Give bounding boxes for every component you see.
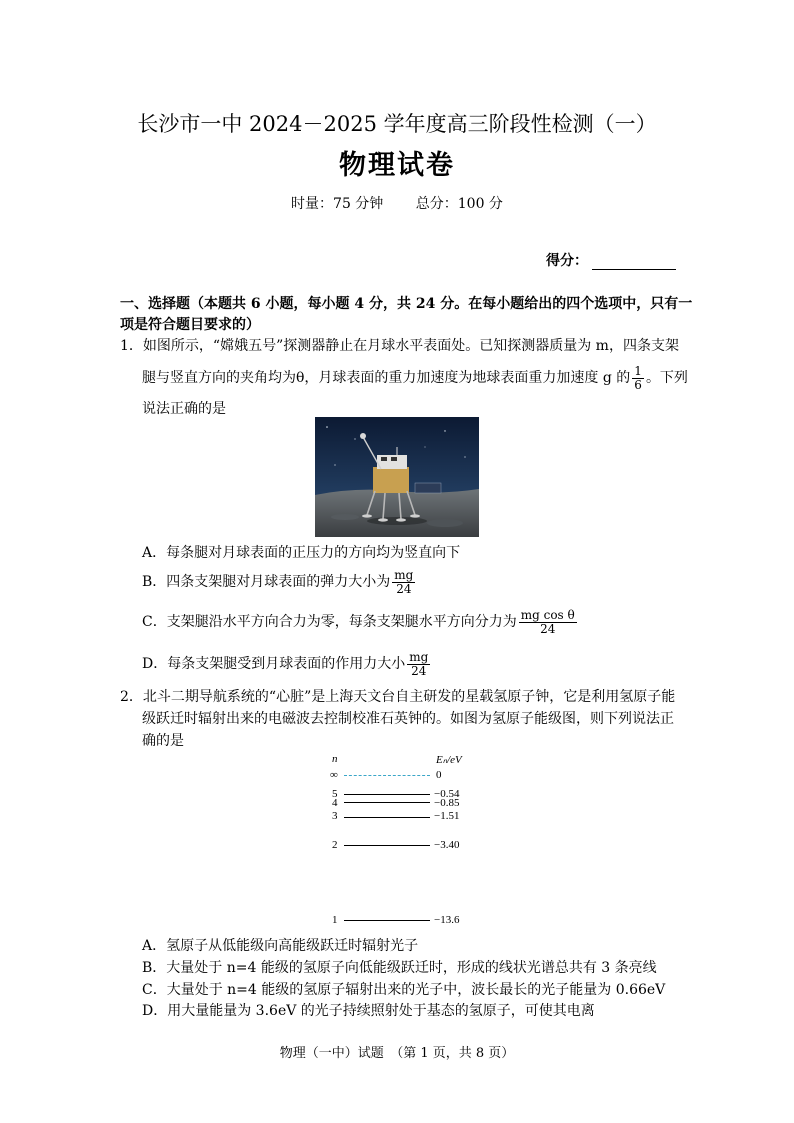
q1-option-b-fraction	[392, 569, 415, 596]
level-n-3: 3	[332, 810, 338, 822]
level-n-1: 1	[332, 914, 338, 926]
q1-stem-line3: 说法正确的是	[142, 401, 226, 417]
level-line-inf	[344, 775, 430, 776]
exam-header-title: 长沙市一中 2024－2025 学年度高三阶段性检测（一）	[137, 112, 657, 136]
q1-option-c-text: C．支架腿沿水平方向合力为零，每条支架腿水平方向分力为	[142, 614, 517, 630]
level-line-4	[344, 802, 430, 803]
q1-option-b-num: mg	[394, 567, 414, 582]
level-n-2: 2	[332, 839, 338, 851]
q1-fraction	[632, 365, 644, 392]
exam-meta	[0, 193, 794, 213]
score-label: 得分：	[546, 253, 588, 269]
page-footer: 物理（一中）试题 （第 1 页，共 8 页）	[279, 1046, 515, 1061]
q1-option-d	[142, 646, 432, 682]
q2-option-b: B．大量处于 n=4 能级的氢原子向低能级跃迁时，形成的线状光谱总共有 3 条亮线	[142, 960, 657, 976]
q1-option-d-fraction	[407, 651, 430, 678]
q1-frac-num: 1	[634, 363, 642, 378]
level-line-5	[344, 794, 430, 795]
level-line-1	[344, 920, 430, 921]
exam-time: 时量：75 分钟	[291, 196, 384, 212]
level-line-3	[344, 817, 430, 818]
q1-stem-line2-end: 。下列	[645, 370, 688, 386]
section-heading-line1: 一、选择题（本题共 6 小题，每小题 4 分，共 24 分。在每小题给出的四个选项中，只有一	[120, 296, 693, 312]
q1-option-c-fraction	[519, 609, 577, 636]
score-field	[546, 250, 676, 270]
level-e-4: −0.85	[434, 797, 460, 809]
q1-stem-line2	[142, 356, 688, 400]
q1-option-b-text: B．四条支架腿对月球表面的弹力大小为	[142, 574, 391, 590]
level-e-1: −13.6	[434, 914, 460, 926]
level-e-3: −1.51	[434, 810, 460, 822]
level-n-inf: ∞	[330, 769, 338, 781]
level-e-5: −0.54	[434, 788, 460, 800]
level-e-inf: 0	[436, 769, 442, 781]
exam-total-score: 总分：100 分	[415, 196, 503, 212]
q1-frac-den: 6	[634, 377, 642, 392]
q2-stem-line2: 级跃迁时辐射出来的电磁波去控制校准石英钟的。如图为氢原子能级图，则下列说法正	[142, 711, 674, 727]
q2-stem-line3: 确的是	[142, 733, 184, 749]
section-heading-line2: 项是符合题目要求的）	[120, 317, 260, 333]
q1-option-d-text: D．每条支架腿受到月球表面的作用力大小	[142, 656, 406, 672]
q2-option-c: C．大量处于 n=4 能级的氢原子辐射出来的光子中，波长最长的光子能量为 0.66eV	[142, 982, 666, 998]
level-n-4: 4	[332, 797, 338, 809]
q1-stem-line2-text: 腿与竖直方向的夹角均为θ，月球表面的重力加速度为地球表面重力加速度 g 的	[142, 370, 631, 386]
q2-stem-line1: 2．北斗二期导航系统的“心脏”是上海天文台自主研发的星载氢原子钟，它是利用氢原子能	[120, 689, 676, 705]
q1-option-c-den: 24	[540, 621, 556, 636]
level-e-2: −3.40	[434, 839, 460, 851]
q2-option-d: D．用大量能量为 3.6eV 的光子持续照射处于基态的氢原子，可使其电离	[142, 1003, 595, 1019]
exam-subject-title: 物理试卷	[339, 150, 455, 181]
q1-option-a: A．每条腿对月球表面的正压力的方向均为竖直向下	[142, 545, 461, 561]
diagram-energy-label: Eₙ/eV	[436, 754, 462, 766]
q1-option-c	[142, 604, 579, 640]
q2-option-a: A．氢原子从低能级向高能级跃迁时辐射光子	[142, 938, 419, 954]
q1-option-b	[142, 564, 417, 600]
q1-stem-line1: 1．如图所示，“嫦娥五号”探测器静止在月球水平表面处。已知探测器质量为 m，四条支架	[120, 338, 679, 354]
q1-option-d-den: 24	[411, 663, 427, 678]
score-blank	[592, 254, 676, 270]
q1-option-b-den: 24	[396, 581, 412, 596]
level-n-5: 5	[332, 788, 338, 800]
diagram-n-label: n	[332, 753, 338, 765]
level-line-2	[344, 845, 430, 846]
q1-option-d-num: mg	[409, 649, 429, 664]
q1-option-c-num: mg cos θ	[520, 607, 575, 622]
lunar-lander-photo	[315, 417, 479, 537]
